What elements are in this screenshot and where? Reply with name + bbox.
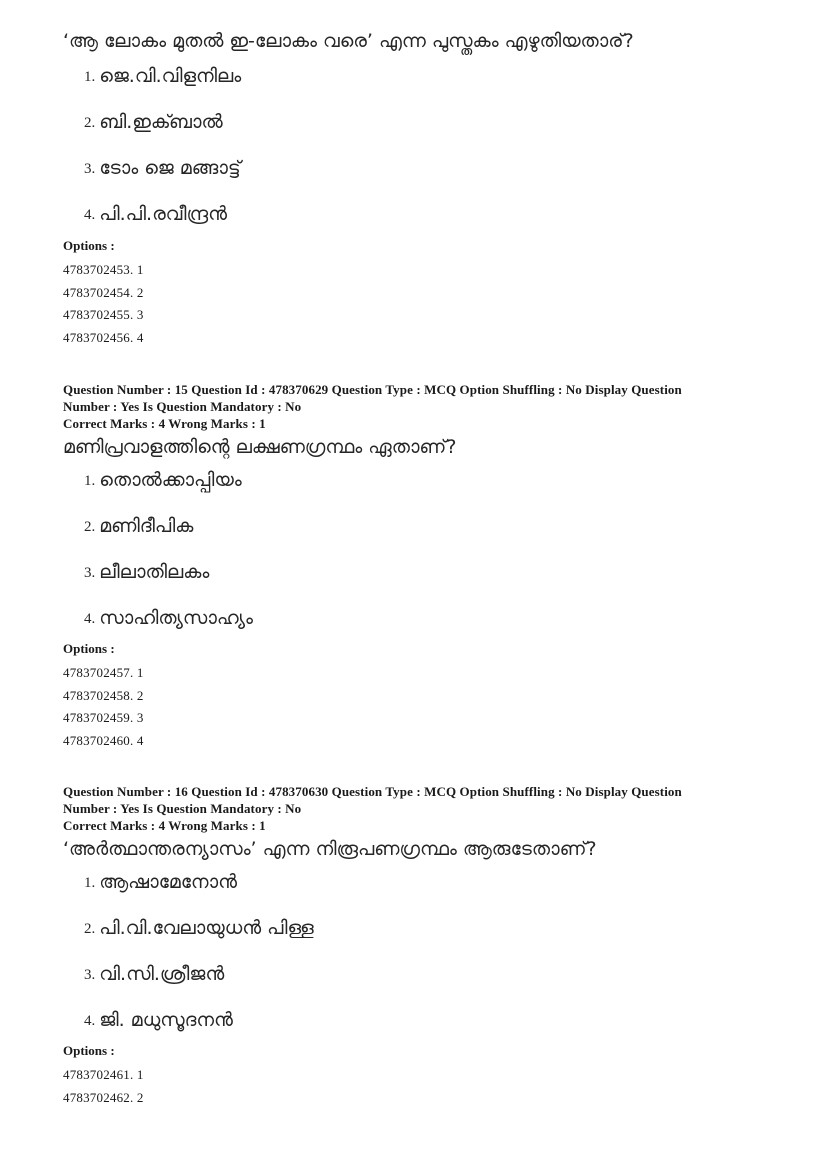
- choice-text: ജെ.വി.വിളനിലം: [99, 65, 242, 87]
- option-id: 4783702455. 3: [63, 307, 144, 322]
- choice-number: 1.: [84, 69, 96, 85]
- question-meta-line: Question Number : 15 Question Id : 478370629 Question Type : MCQ Option Shuffling : No Display Question: [63, 382, 682, 397]
- choice-item: [84, 64, 826, 110]
- option-id: 4783702453. 1: [63, 262, 144, 277]
- choice-text: ജി. മധുസൂദനൻ: [99, 1009, 233, 1031]
- question-text: ‘ആ ലോകം മുതൽ ഇ-ലോകം വരെ’ എന്ന പുസ്തകം എഴുതിയതാര്?: [63, 30, 634, 52]
- choice-number: 4.: [84, 207, 96, 223]
- question-meta-line: Number : Yes Is Question Mandatory : No: [63, 399, 302, 414]
- option-id: 4783702461. 1: [63, 1067, 144, 1082]
- choice-text: ലീലാതിലകം: [99, 561, 210, 583]
- choice-item: [84, 560, 826, 606]
- choice-text: പി.പി.രവീന്ദ്രൻ: [99, 203, 227, 225]
- choice-item: [84, 110, 826, 156]
- question-meta: [63, 381, 763, 432]
- choice-text: ബി.ഇക്ബാൽ: [99, 111, 223, 133]
- option-id-list: [63, 662, 826, 752]
- question-text: ‘അർത്ഥാന്തരന്യാസം’ എന്ന നിരൂപണഗ്രന്ഥം ആരുടേതാണ്?: [63, 838, 597, 860]
- question-choices: [84, 468, 826, 652]
- question-block: [0, 381, 826, 752]
- choice-number: 3.: [84, 967, 96, 983]
- option-id: 4783702462. 2: [63, 1089, 144, 1105]
- option-id-list: [63, 259, 826, 349]
- question-text: മണിപ്രവാളത്തിന്റെ ലക്ഷണഗ്രന്ഥം ഏതാണ്?: [63, 436, 457, 458]
- option-id-list: [63, 1064, 826, 1109]
- choice-text: ടോം ജെ മങ്ങാട്ട്: [99, 157, 241, 179]
- option-id: 4783702454. 2: [63, 284, 144, 300]
- options-label: Options :: [63, 1043, 115, 1058]
- choice-number: 2.: [84, 921, 96, 937]
- option-id: 4783702457. 1: [63, 665, 144, 680]
- question-meta-line: Number : Yes Is Question Mandatory : No: [63, 801, 302, 816]
- choice-text: സാഹിത്യസാഹ്യം: [99, 607, 253, 629]
- question-meta-line: Question Number : 16 Question Id : 478370630 Question Type : MCQ Option Shuffling : No Display Question: [63, 784, 682, 799]
- choice-text: വി.സി.ശ്രീജൻ: [99, 963, 225, 985]
- choice-number: 2.: [84, 519, 96, 535]
- choice-number: 4.: [84, 611, 96, 627]
- choice-number: 3.: [84, 565, 96, 581]
- choice-text: മണിദീപിക: [99, 515, 194, 537]
- choice-number: 2.: [84, 115, 96, 131]
- choice-item: [84, 156, 826, 202]
- option-id: 4783702456. 4: [63, 329, 144, 345]
- option-id: 4783702458. 2: [63, 687, 144, 703]
- question-choices: [84, 64, 826, 248]
- options-label: Options :: [63, 641, 115, 656]
- question-block: [0, 783, 826, 1109]
- question-marks-line: Correct Marks : 4 Wrong Marks : 1: [63, 416, 266, 431]
- choice-number: 1.: [84, 473, 96, 489]
- question-marks-line: Correct Marks : 4 Wrong Marks : 1: [63, 818, 266, 833]
- option-id: 4783702460. 4: [63, 732, 144, 748]
- question-meta: [63, 783, 763, 834]
- choice-item: [84, 514, 826, 560]
- choice-item: [84, 916, 826, 962]
- choice-text: പി.വി.വേലായുധൻ പിള്ള: [99, 917, 314, 939]
- options-label: Options :: [63, 238, 115, 253]
- choice-item: [84, 870, 826, 916]
- choice-text: തൊൽക്കാപ്പിയം: [99, 469, 242, 491]
- question-choices: [84, 870, 826, 1054]
- choice-number: 1.: [84, 875, 96, 891]
- choice-number: 3.: [84, 161, 96, 177]
- choice-item: [84, 962, 826, 1008]
- choice-text: ആഷാമേനോൻ: [99, 871, 238, 893]
- choice-number: 4.: [84, 1013, 96, 1029]
- question-block: [0, 28, 826, 349]
- choice-item: [84, 468, 826, 514]
- option-id: 4783702459. 3: [63, 710, 144, 725]
